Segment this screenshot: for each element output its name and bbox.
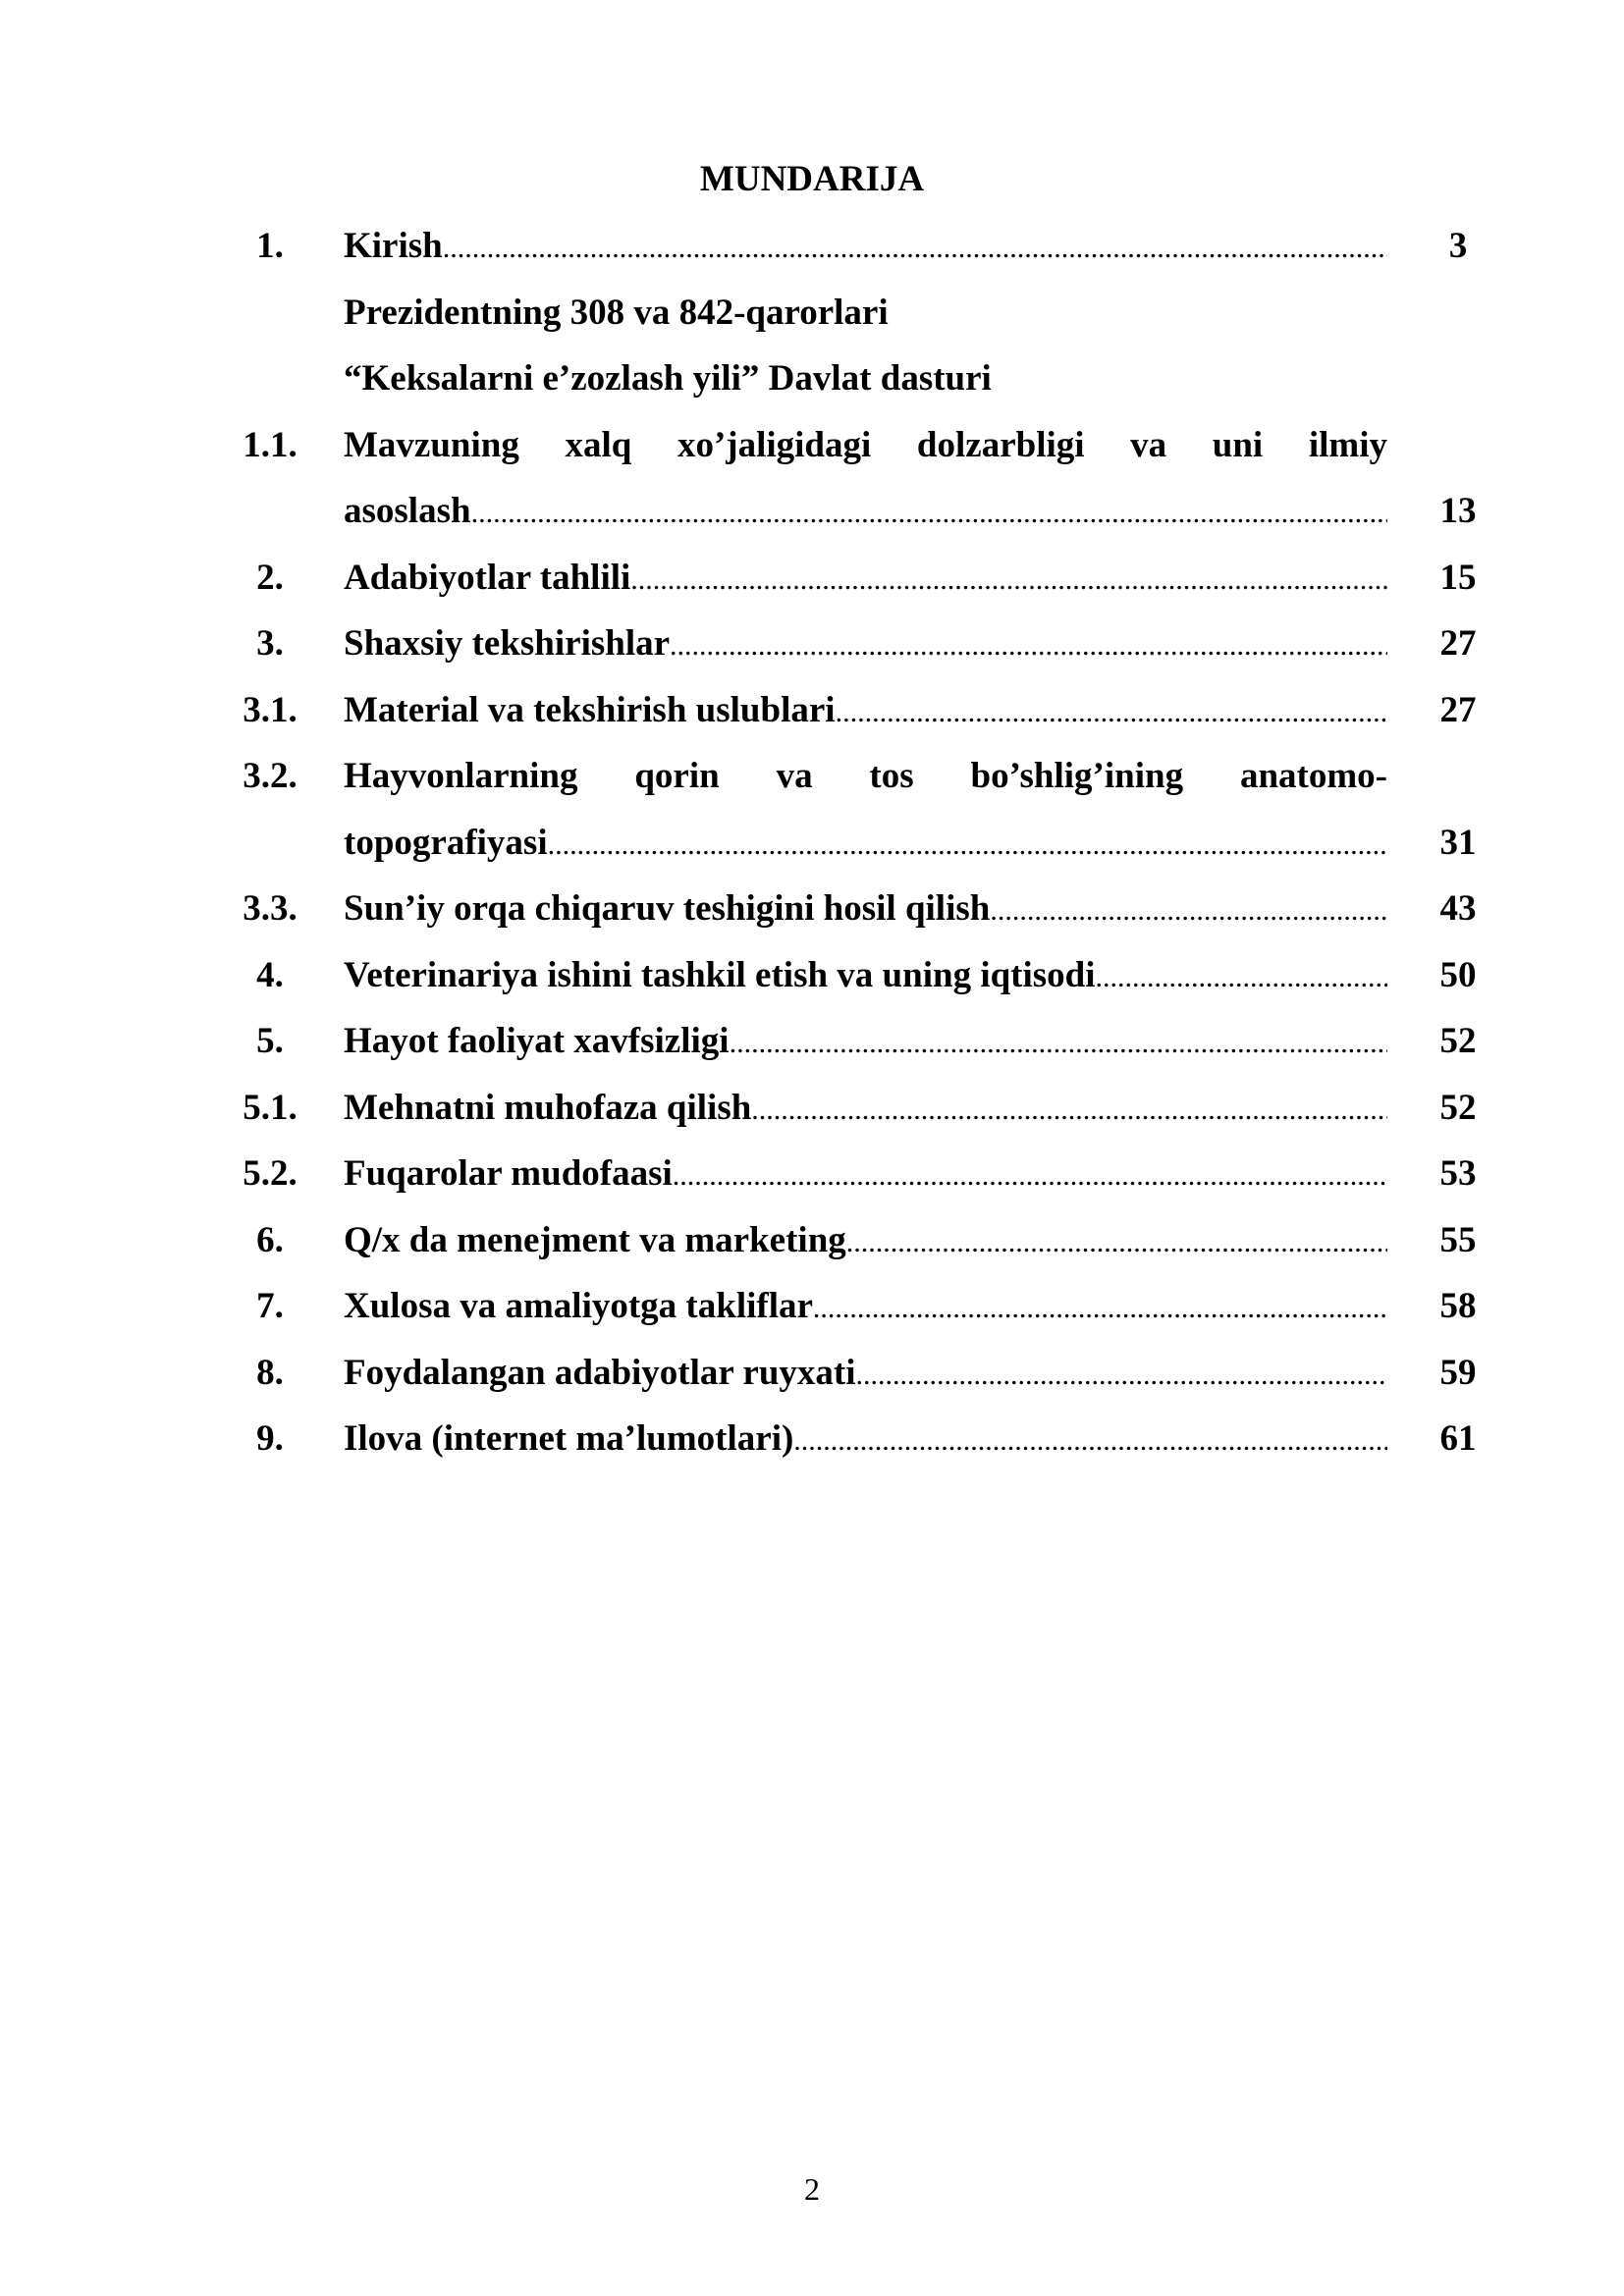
entry-page-number: 27 [1439, 689, 1477, 730]
entry-title-line [344, 876, 1387, 944]
entry-title-line [344, 1273, 1387, 1342]
entry-title-line [344, 1406, 1387, 1474]
entry-title: Kirish [344, 226, 443, 266]
entry-page-number: 53 [1439, 1153, 1477, 1194]
toc-entry [0, 876, 1624, 942]
entry-number: 1. [256, 226, 284, 266]
entry-page-number: 61 [1439, 1418, 1477, 1459]
dot-leader [793, 1408, 1387, 1474]
toc-entry [0, 545, 1624, 612]
toc-entry [0, 810, 1624, 877]
entry-page-number: 15 [1439, 557, 1477, 598]
entry-title: Mehnatni muhofaza qilish [344, 1087, 752, 1128]
entry-page-number: 13 [1439, 491, 1477, 531]
entry-title-line [344, 1207, 1387, 1276]
entry-title: topografiyasi [344, 822, 548, 863]
toc-entry [0, 412, 1624, 479]
dot-leader [1096, 944, 1387, 1011]
toc-entry [0, 743, 1624, 810]
dot-leader [630, 547, 1387, 614]
entry-title-line [344, 213, 1387, 282]
dot-leader [471, 480, 1387, 547]
entry-number: 8. [256, 1352, 284, 1393]
dot-leader [730, 1010, 1387, 1077]
entry-title: Q/x da menejment va marketing [344, 1219, 846, 1260]
entry-title: Material va tekshirish uslublari [344, 689, 836, 730]
toc-entry [0, 1075, 1624, 1142]
toc-entry [0, 1008, 1624, 1075]
table-of-contents [0, 213, 1624, 1472]
entry-number: 5. [256, 1021, 284, 1061]
toc-entry [0, 213, 1624, 280]
entry-title: “Keksalarni e’zozlash yili” Davlat dasturi [344, 358, 992, 399]
dot-leader [548, 812, 1387, 879]
entry-title: Ilova (internet ma’lumotlari) [344, 1418, 794, 1459]
toc-entry [0, 478, 1624, 545]
entry-title-line [344, 1340, 1387, 1409]
entry-title: Hayot faoliyat xavfsizligi [344, 1021, 730, 1061]
entry-page-number: 3 [1448, 226, 1468, 266]
entry-title: Fuqarolar mudofaasi [344, 1153, 673, 1194]
entry-title-line [344, 478, 1387, 547]
entry-page-number: 55 [1439, 1219, 1477, 1260]
entry-title: Foydalangan adabiyotlar ruyxati [344, 1352, 856, 1393]
toc-entry [0, 942, 1624, 1009]
entry-title: Sun’iy orqa chiqaruv teshigini hosil qilish [344, 888, 991, 929]
entry-page-number: 31 [1439, 822, 1477, 863]
entry-title-line [344, 942, 1387, 1011]
toc-entry [0, 1141, 1624, 1207]
toc-entry [0, 677, 1624, 744]
toc-entry [0, 611, 1624, 677]
dot-leader [836, 679, 1387, 746]
entry-title-line [344, 1008, 1387, 1077]
entry-page-number: 50 [1439, 954, 1477, 995]
entry-number: 1.1. [243, 424, 298, 465]
toc-entry [0, 1207, 1624, 1274]
entry-number: 6. [256, 1219, 284, 1260]
dot-leader [990, 878, 1387, 944]
dot-leader [813, 1275, 1387, 1342]
dot-leader [856, 1342, 1387, 1409]
dot-leader [846, 1209, 1387, 1276]
footer-page-number: 2 [804, 2171, 820, 2207]
entry-number: 7. [256, 1286, 284, 1326]
entry-title-line [344, 1141, 1387, 1209]
entry-title: Prezidentning 308 va 842-qarorlari [344, 292, 889, 333]
toc-entry [0, 1273, 1624, 1340]
entry-page-number: 52 [1439, 1021, 1477, 1061]
entry-page-number: 59 [1439, 1352, 1477, 1393]
entry-number: 3. [256, 623, 284, 664]
entry-number: 5.1. [243, 1087, 298, 1128]
entry-page-number: 27 [1439, 623, 1477, 664]
entry-page-number: 58 [1439, 1286, 1477, 1326]
dot-leader [670, 613, 1387, 679]
entry-number: 2. [256, 557, 284, 598]
entry-title-line [344, 677, 1387, 746]
dot-leader [443, 215, 1387, 282]
entry-number: 5.2. [243, 1153, 298, 1194]
dot-leader [673, 1143, 1387, 1209]
entry-number: 3.1. [243, 689, 298, 730]
entry-title-line [344, 611, 1387, 679]
entry-title-line [344, 810, 1387, 879]
toc-entry [0, 1340, 1624, 1407]
entry-title: Adabiyotlar tahlili [344, 557, 631, 598]
toc-entry [0, 1406, 1624, 1472]
entry-title: Veterinariya ishini tashkil etish va uning iqtisodi [344, 954, 1096, 995]
toc-title: MUNDARIJA [699, 159, 925, 199]
entry-title: asoslash [344, 491, 471, 531]
entry-number: 4. [256, 954, 284, 995]
entry-title: Mavzuning xalq xo’jaligidagi dolzarbligi va uni ilmiy [344, 424, 1387, 465]
toc-entry [0, 346, 1624, 412]
entry-title-line [344, 545, 1387, 614]
entry-number: 3.3. [243, 888, 298, 929]
entry-title: Hayvonlarning qorin va tos bo’shlig’ining anatomo- [344, 756, 1387, 796]
entry-page-number: 52 [1439, 1087, 1477, 1128]
entry-title: Shaxsiy tekshirishlar [344, 623, 671, 664]
entry-page-number: 43 [1439, 888, 1477, 929]
entry-title: Xulosa va amaliyotga takliflar [344, 1286, 813, 1326]
toc-entry [0, 280, 1624, 347]
entry-number: 9. [256, 1418, 284, 1459]
dot-leader [751, 1077, 1387, 1144]
entry-number: 3.2. [243, 756, 298, 796]
entry-title-line [344, 1075, 1387, 1144]
